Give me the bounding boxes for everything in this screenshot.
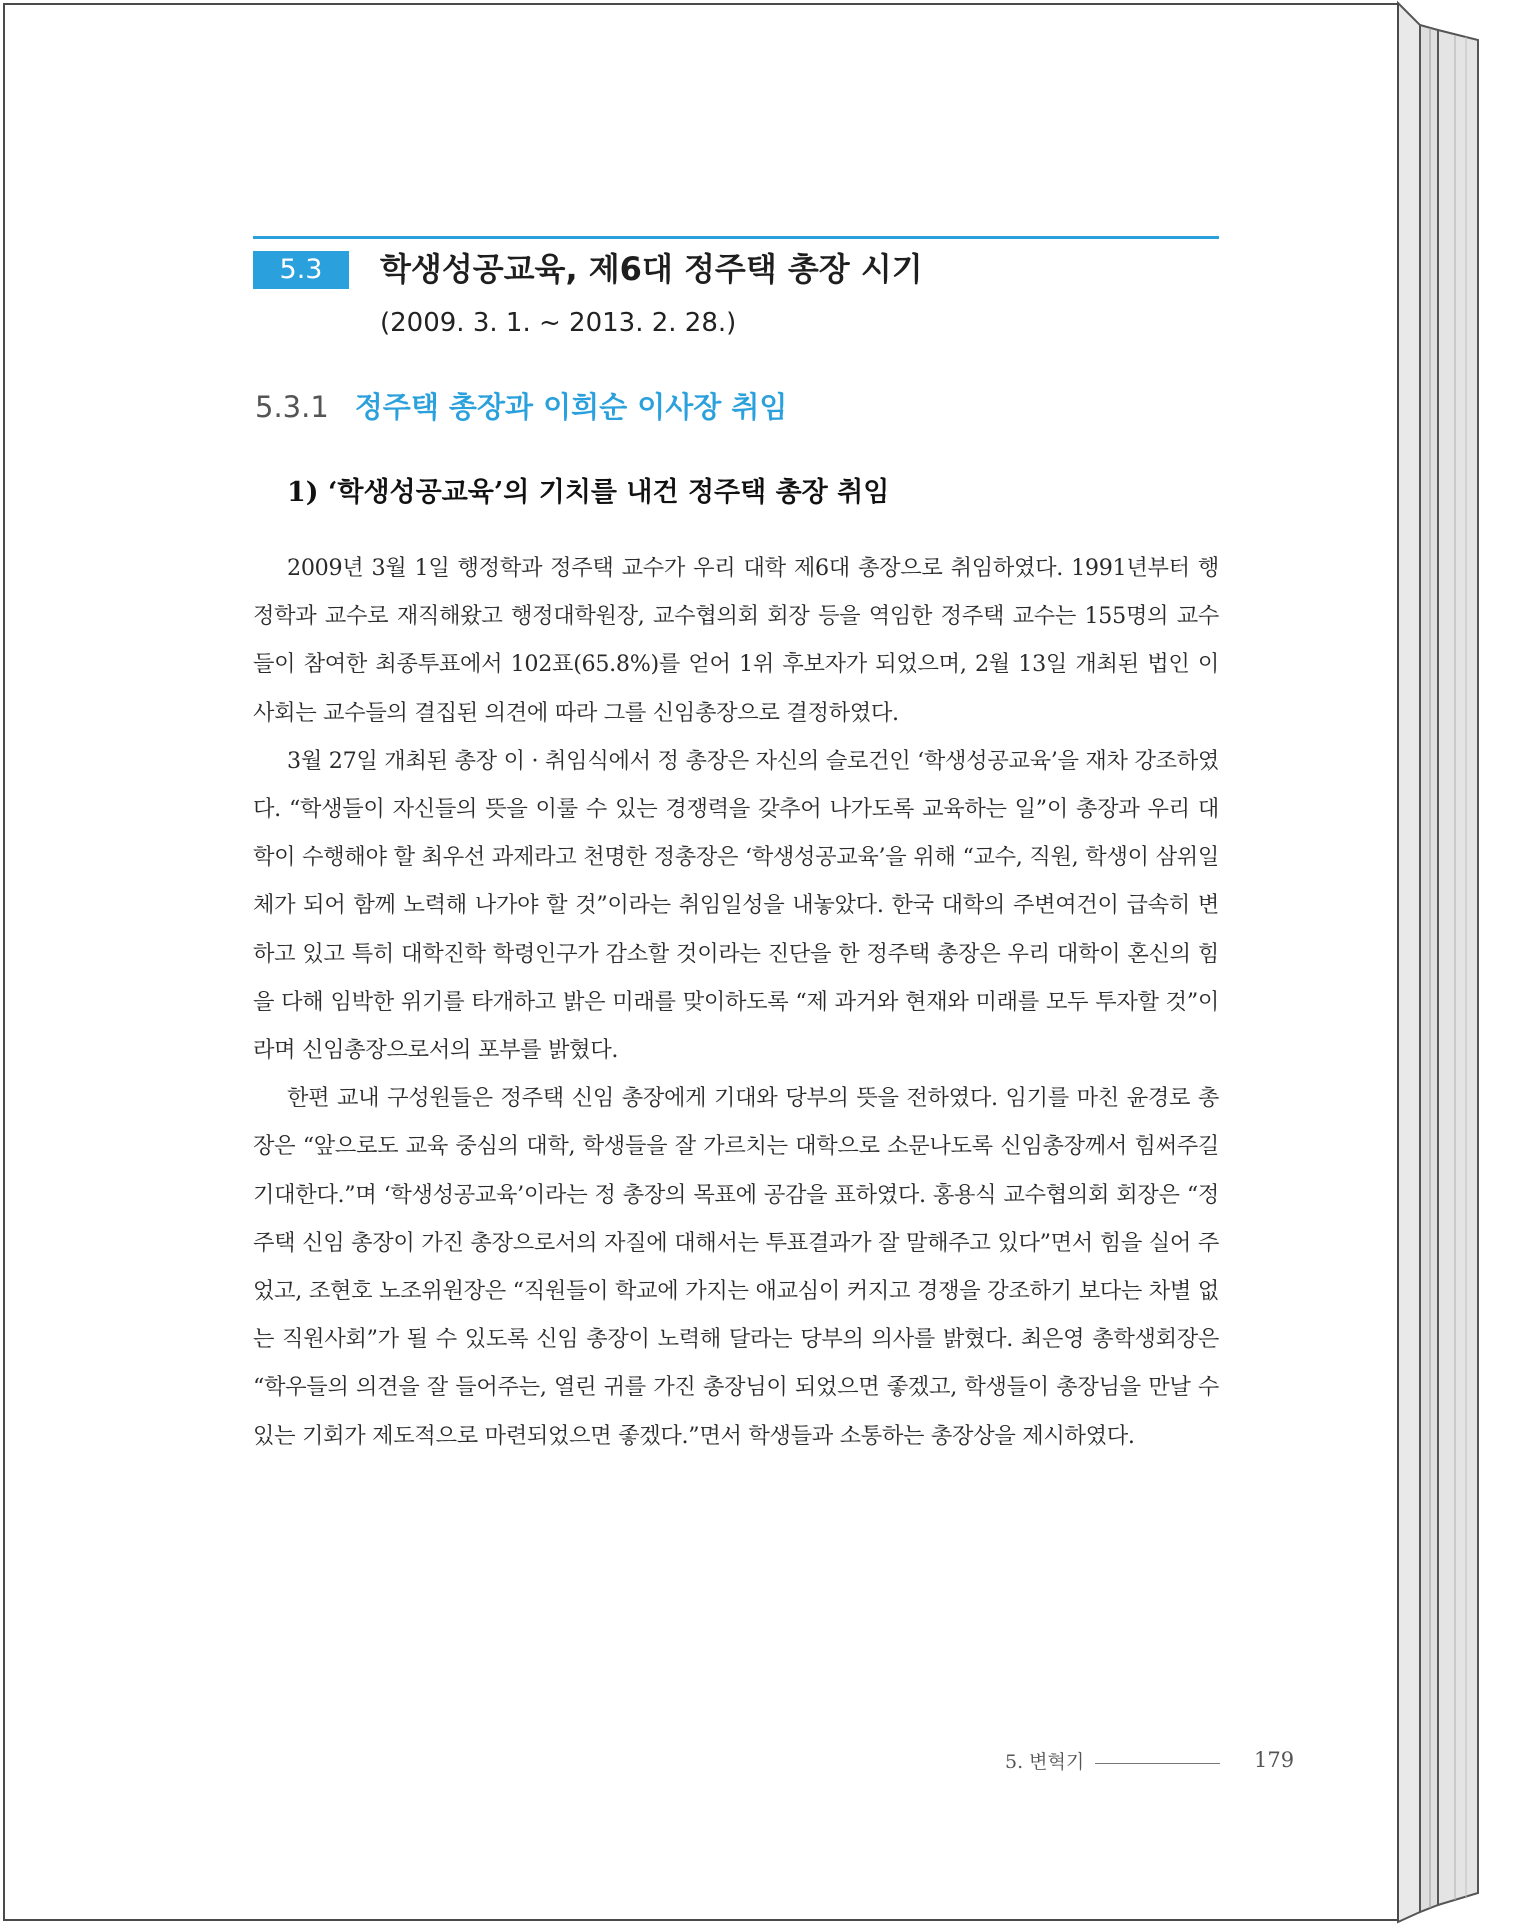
subsection-number: 5.3.1 — [255, 390, 329, 424]
item-heading: 1) ‘학생성공교육’의 기치를 내건 정주택 총장 취임 — [287, 477, 890, 508]
paragraph: 3월 27일 개최된 총장 이 · 취임식에서 정 총장은 자신의 슬로건인 ‘학생성공교육’을 재차 강조하였다. “학생들이 자신들의 뜻을 이룰 수 있는 경쟁력을 갖추어 나가도록 교육하는 일”이 총장과 우리 대학이 수행해야 할 최우선 과제라고 천명한 정총장은 ‘학생성공교육’을 위해 “교수, 직원, 학생이 삼위일체가 되어 함께 노력해 나가야 할 것”이라는 취임일성을 내놓았다. 한국 대학의 주변여건이 급속히 변하고 있고 특히 대학진학 학령인구가 감소할 것이라는 진단을 한 정주택 총장은 우리 대학이 혼신의 힘을 다해 임박한 위기를 타개하고 밝은 미래를 맞이하도록 “제 과거와 현재와 미래를 모두 투자할 것”이라며 신임총장으로서의 포부를 밝혔다. — [253, 747, 1219, 1064]
section-title: 학생성공교육, 제6대 정주택 총장 시기 — [380, 250, 923, 288]
section-dates: (2009. 3. 1. ~ 2013. 2. 28.) — [380, 308, 737, 338]
section-number-badge: 5.3 — [253, 251, 349, 289]
body-text — [253, 544, 1219, 1460]
footer-chapter: 5. 변혁기 — [1005, 1751, 1085, 1773]
subsection-title: 정주택 총장과 이희순 이사장 취임 — [354, 390, 788, 424]
footer-rule — [1095, 1763, 1220, 1764]
page-number: 179 — [1254, 1748, 1295, 1772]
section-rule — [253, 236, 1219, 239]
paragraph: 2009년 3월 1일 행정학과 정주택 교수가 우리 대학 제6대 총장으로 취임하였다. 1991년부터 행정학과 교수로 재직해왔고 행정대학원장, 교수협의회 회장 등을 역임한 정주택 교수는 155명의 교수들이 참여한 최종투표에서 102표(65.8%)를 얻어 1위 후보자가 되었으며, 2월 13일 개최된 법인 이사회는 교수들의 결집된 의견에 따라 그를 신임총장으로 결정하였다. — [253, 555, 1219, 726]
subsection-heading — [255, 385, 787, 434]
paragraph: 한편 교내 구성원들은 정주택 신임 총장에게 기대와 당부의 뜻을 전하였다. 임기를 마친 윤경로 총장은 “앞으로도 교육 중심의 대학, 학생들을 잘 가르치는 대학으로 소문나도록 신임총장께서 힘써주길 기대한다.”며 ‘학생성공교육’이라는 정 총장의 목표에 공감을 표하였다. 홍용식 교수협의회 회장은 “정주택 신임 총장이 가진 총장으로서의 자질에 대해서는 투표결과가 잘 말해주고 있다”면서 힘을 실어 주었고, 조현호 노조위원장은 “직원들이 학교에 가지는 애교심이 커지고 경쟁을 강조하기 보다는 차별 없는 직원사회”가 될 수 있도록 신임 총장이 노력해 달라는 당부의 의사를 밝혔다. 최은영 총학생회장은 “학우들의 의견을 잘 들어주는, 열린 귀를 가진 총장님이 되었으면 좋겠고, 학생들이 총장님을 만날 수 있는 기회가 제도적으로 마련되었으면 좋겠다.”면서 학생들과 소통하는 총장상을 제시하였다. — [253, 1085, 1219, 1449]
